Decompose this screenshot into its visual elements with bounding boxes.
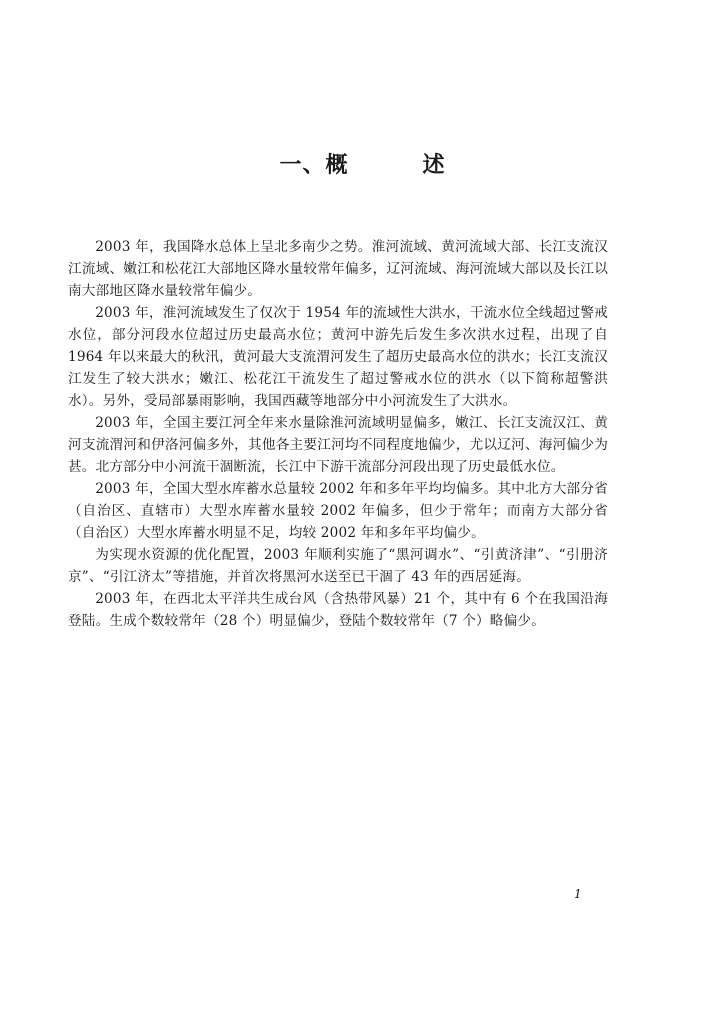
paragraph-reservoirs: 2003 年，全国大型水库蓄水总量较 2002 年和多年平均均偏多。其中北方大部分省（自治区、直辖市）大型水库蓄水量较 2002 年偏多，但少于常年；而南方大部分省（自治区）大型水库蓄水明显不足，均较 2002 年和多年平均偏少。 xyxy=(68,481,608,541)
title-right-part: 述 xyxy=(422,153,446,178)
paragraph-typhoons: 2003 年，在西北太平洋共生成台风（含热带风暴）21 个，其中有 6 个在我国沿海登陆。生成个数较常年（28 个）明显偏少，登陆个数较常年（7 个）略偏少。 xyxy=(68,591,608,629)
page-number: 1 xyxy=(574,887,582,901)
paragraph-water-transfer: 为实现水资源的优化配置，2003 年顺利实施了“黑河调水”、“引黄济津”、“引册济京”、“引江济太”等措施，并首次将黑河水送至已干涸了 43 年的西居延海。 xyxy=(68,547,608,585)
paragraph-runoff: 2003 年，全国主要江河全年来水量除淮河流域明显偏多，嫩江、长江支流汉江、黄河支流渭河和伊洛河偏多外，其他各主要江河均不同程度地偏少，尤以辽河、海河偏少为甚。北方部分中小河流干涸断流，长江中下游干流部分河段出现了历史最低水位。 xyxy=(68,415,608,475)
paragraph-floods: 2003 年，淮河流域发生了仅次于 1954 年的流域性大洪水，干流水位全线超过警戒水位，部分河段水位超过历史最高水位；黄河中游先后发生多次洪水过程，出现了自 1964 年以来最大的秋汛，黄河最大支流渭河发生了超历史最高水位的洪水；长江支流汉江发生了较大洪水；嫩江、松花江干流发生了超过警戒水位的洪水（以下简称超警洪水）。另外，受局部暴雨影响，我国西藏等地部分中小河流发生了大洪水。 xyxy=(68,305,608,409)
body-text xyxy=(68,236,608,632)
page-title xyxy=(0,148,725,179)
paragraph-precipitation: 2003 年，我国降水总体上呈北多南少之势。淮河流域、黄河流域大部、长江支流汉江流域、嫩江和松花江大部地区降水量较常年偏多，辽河流域、海河流域大部以及长江以南大部地区降水量较常年偏少。 xyxy=(68,239,608,299)
title-left-part: 一、概 xyxy=(279,153,349,178)
